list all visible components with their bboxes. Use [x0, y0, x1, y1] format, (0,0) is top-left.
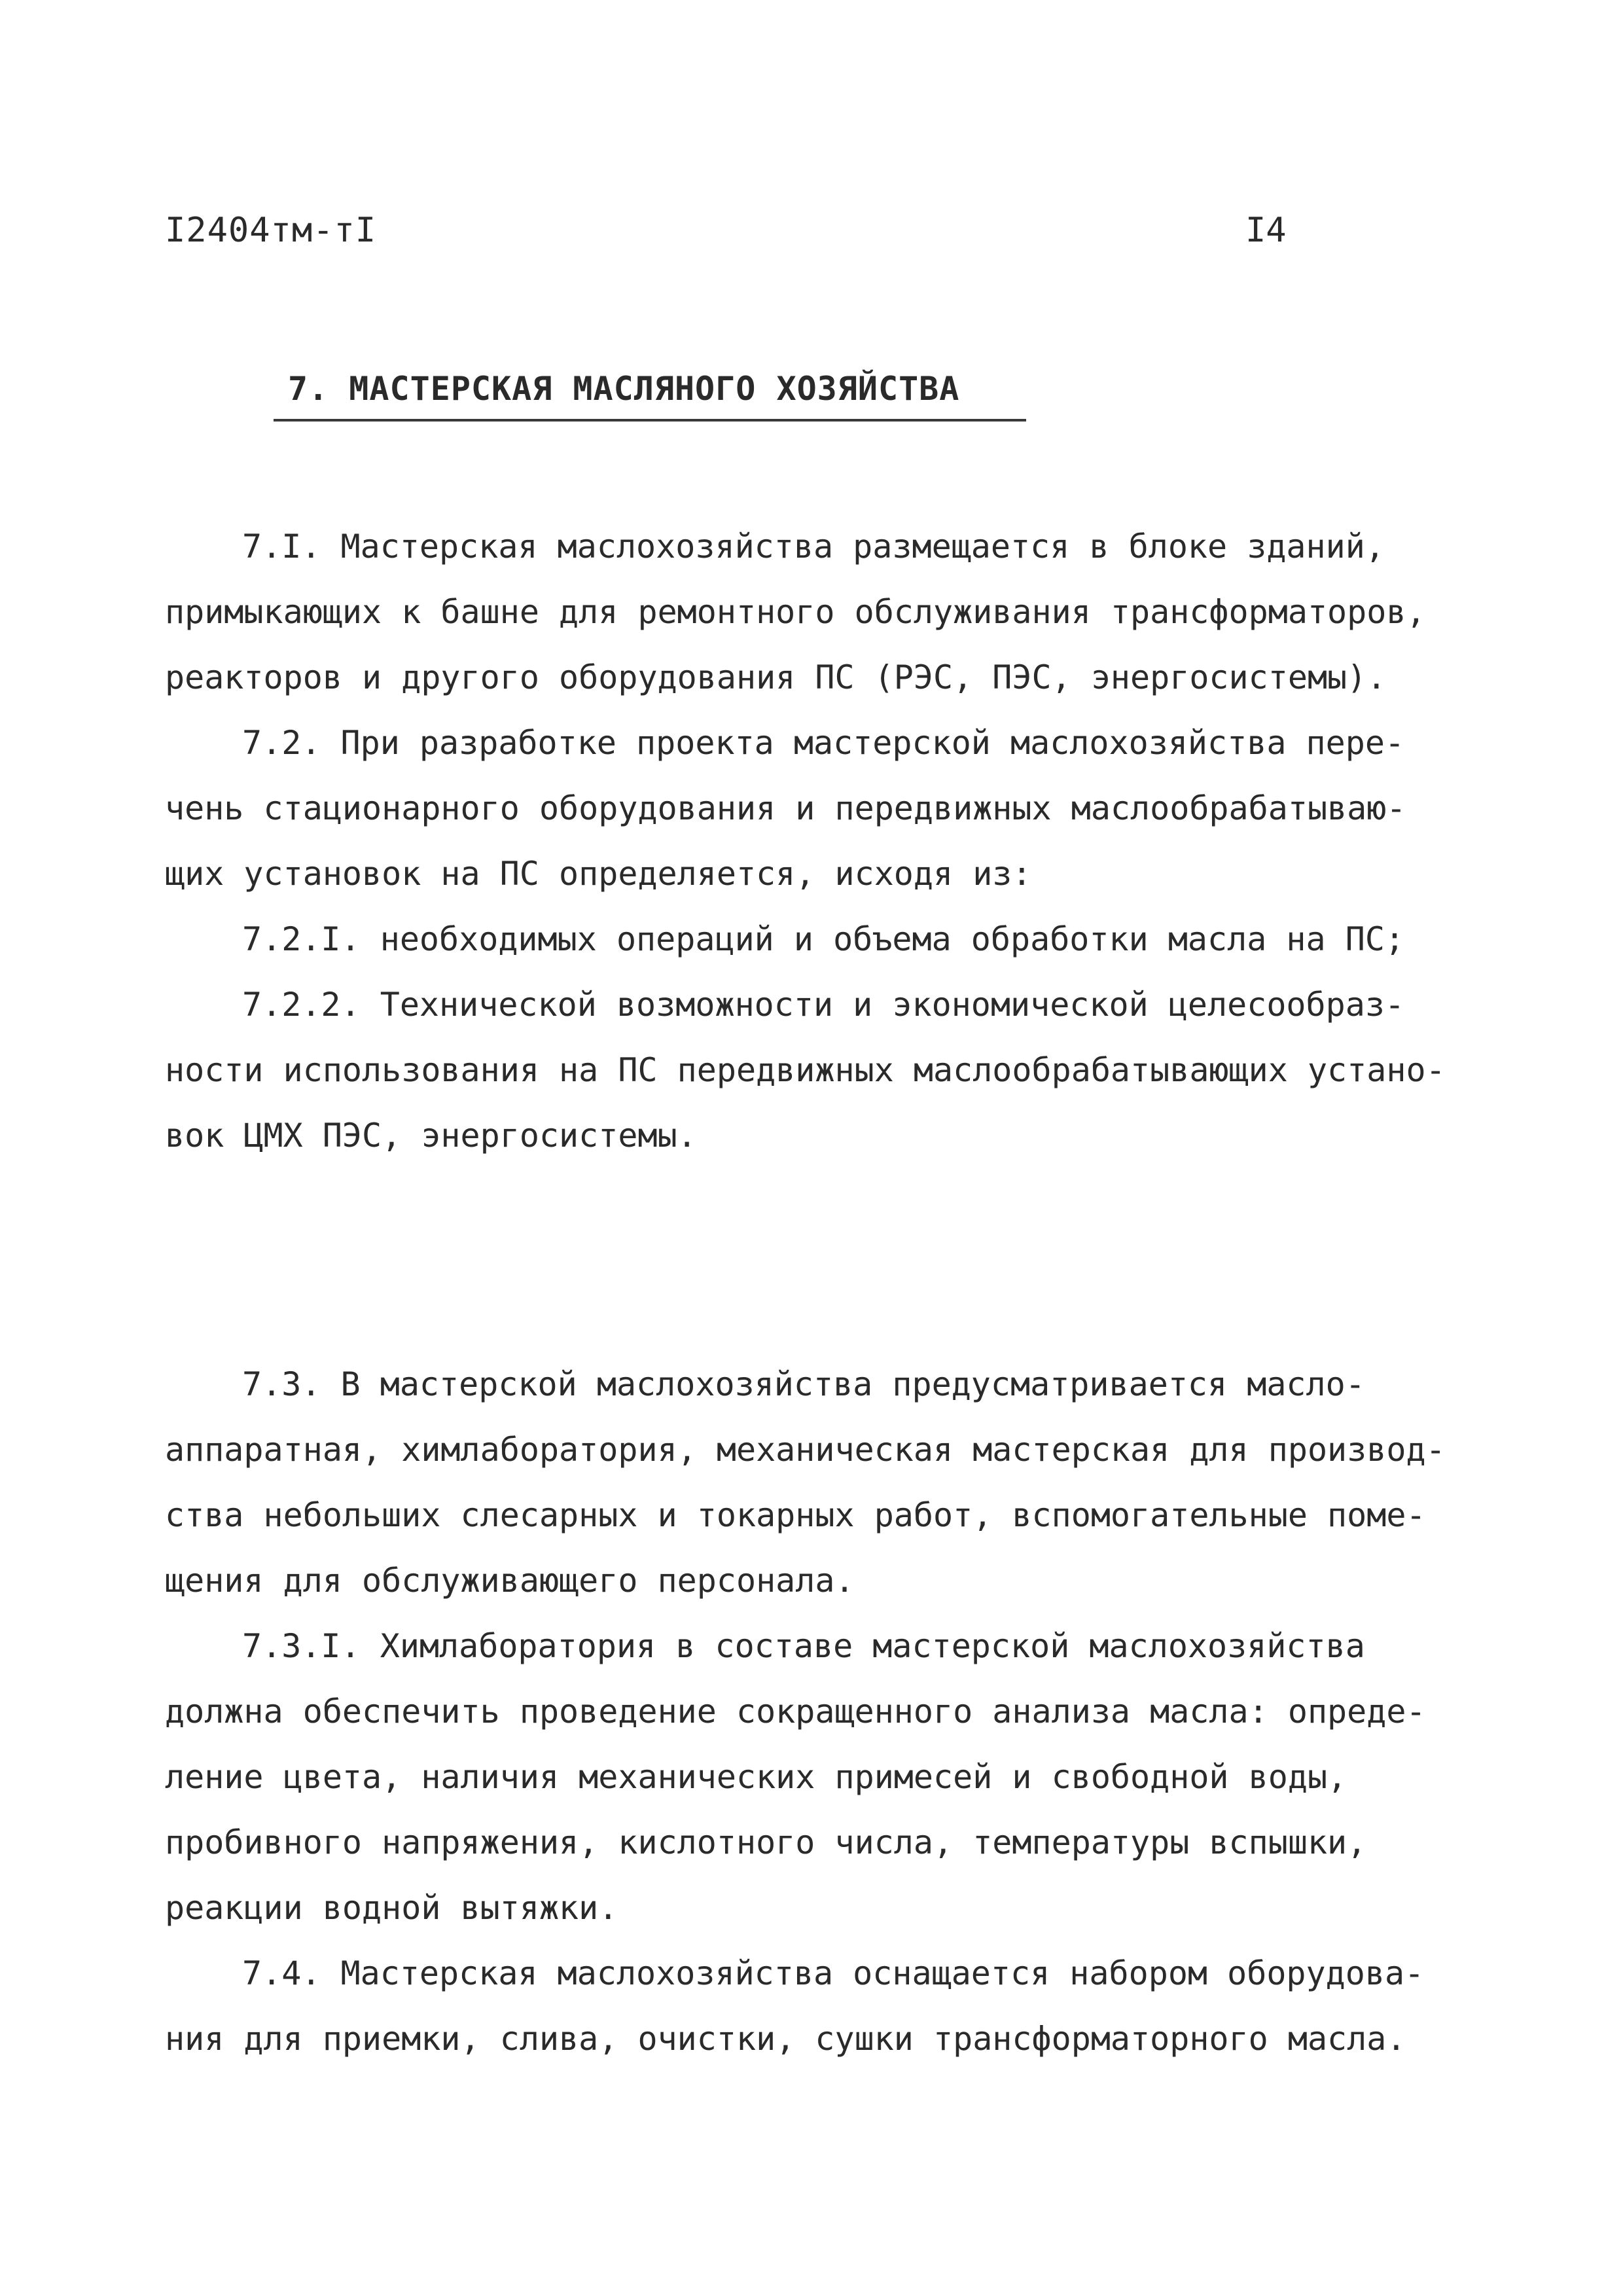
paragraph-line: ства небольших слесарных и токарных работ, вспомогательные поме- [165, 1496, 1426, 1534]
paragraph-line: вок ЦМХ ПЭС, энергосистемы. [165, 1117, 697, 1155]
paragraph-line: щих установок на ПС определяется, исходя из: [165, 855, 1032, 893]
paragraph-line: 7.2.I. необходимых операций и объема обработки масла на ПС; [242, 920, 1405, 958]
paragraph-line: должна обеспечить проведение сокращенного анализа масла: опреде- [165, 1693, 1426, 1731]
paragraph-7-2-1 [165, 906, 1474, 972]
paragraph-7-3 [165, 1352, 1474, 1613]
paragraph-7-2-2 [165, 972, 1474, 1168]
paragraph-line: щения для обслуживающего персонала. [165, 1562, 855, 1600]
paragraph-line: ности использования на ПС передвижных маслообрабатывающих устано- [165, 1051, 1446, 1089]
paragraph-line: пробивного напряжения, кислотного числа, температуры вспышки, [165, 1823, 1367, 1861]
section-heading: 7. МАСТЕРСКАЯ МАСЛЯНОГО ХОЗЯЙСТВА [288, 370, 960, 408]
document-code: I2404тм-тI [165, 211, 377, 250]
paragraph-7-3-1 [165, 1613, 1474, 1941]
paragraph-line: 7.2.2. Технической возможности и экономической целесообраз- [242, 986, 1405, 1024]
paragraph-7-1 [165, 514, 1474, 710]
paragraph-line: аппаратная, химлаборатория, механическая мастерская для производ- [165, 1431, 1446, 1469]
page-number: I4 [1245, 211, 1287, 250]
paragraph-7-4 [165, 1941, 1474, 2072]
paragraph-7-2 [165, 710, 1474, 906]
paragraph-line: ление цвета, наличия механических примесей и свободной воды, [165, 1758, 1347, 1796]
paragraph-line: 7.4. Мастерская маслохозяйства оснащается набором оборудова- [242, 1954, 1425, 1992]
paragraph-line: чень стационарного оборудования и передвижных маслообрабатываю- [165, 789, 1406, 827]
paragraph-line: ния для приемки, слива, очистки, сушки трансформаторного масла. [165, 2020, 1406, 2058]
paragraph-line: 7.I. Мастерская маслохозяйства размещается в блоке зданий, [242, 528, 1385, 565]
heading-underline [274, 419, 1026, 422]
paragraph-line: примыкающих к башне для ремонтного обслуживания трансформаторов, [165, 593, 1426, 631]
paragraph-line: реакторов и другого оборудования ПС (РЭС, ПЭС, энергосистемы). [165, 658, 1387, 696]
paragraph-line: 7.3.I. Химлаборатория в составе мастерской маслохозяйства [242, 1627, 1365, 1665]
paragraph-line: 7.3. В мастерской маслохозяйства предусматривается масло- [242, 1365, 1365, 1403]
paragraph-line: 7.2. При разработке проекта мастерской маслохозяйства пере- [242, 724, 1405, 762]
paragraph-line: реакции водной вытяжки. [165, 1889, 618, 1927]
